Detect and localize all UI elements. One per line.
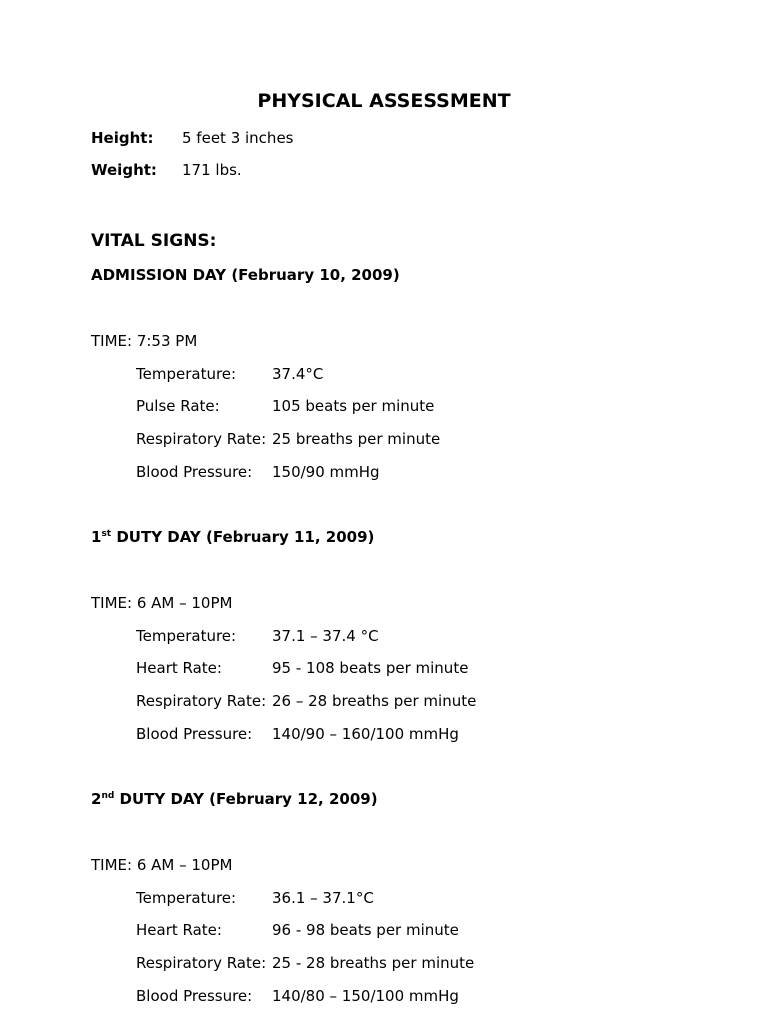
height-value: 5 feet 3 inches [182,129,294,147]
vital-value: 26 – 28 breaths per minute [272,692,477,710]
vital-signs-heading: VITAL SIGNS: [91,231,217,251]
vital-value: 37.4°C [272,365,324,383]
first-day-heart-rate-row [136,658,468,678]
vital-label: Respiratory Rate: [136,692,267,710]
vital-label: Blood Pressure: [136,463,253,481]
vital-label: Temperature: [136,365,237,383]
second-duty-day-time: TIME: 6 AM – 10PM [91,856,233,874]
first-day-temperature-row [136,626,379,646]
vital-value: 36.1 – 37.1°C [272,889,374,907]
vital-label: Respiratory Rate: [136,430,267,448]
admission-pulse-row [136,396,434,416]
admission-temperature-row [136,364,323,384]
admission-day-time: TIME: 7:53 PM [91,332,198,350]
weight-row [91,160,242,180]
weight-value: 171 lbs. [182,161,242,179]
page-title: PHYSICAL ASSESSMENT [257,90,511,112]
heading-number: 2 [91,790,102,808]
vital-value: 95 - 108 beats per minute [272,659,469,677]
vital-label: Blood Pressure: [136,725,253,743]
vital-label: Pulse Rate: [136,397,220,415]
first-duty-day-heading [91,527,374,547]
heading-ordinal: st [101,529,112,539]
vital-label: Respiratory Rate: [136,954,267,972]
second-day-temperature-row [136,888,374,908]
vital-value: 37.1 – 37.4 °C [272,627,379,645]
second-day-respiratory-row [136,953,474,973]
weight-label: Weight: [91,161,157,179]
heading-number: 1 [91,528,102,546]
first-duty-day-time: TIME: 6 AM – 10PM [91,594,233,612]
vital-value: 105 beats per minute [272,397,435,415]
vital-label: Temperature: [136,627,237,645]
second-day-blood-pressure-row [136,986,459,1006]
first-day-blood-pressure-row [136,724,459,744]
first-day-respiratory-row [136,691,476,711]
second-duty-day-heading [91,789,378,809]
height-row [91,128,293,148]
admission-blood-pressure-row [136,462,380,482]
vital-value: 140/80 – 150/100 mmHg [272,987,459,1005]
second-day-heart-rate-row [136,920,459,940]
admission-day-heading: ADMISSION DAY (February 10, 2009) [91,266,400,284]
vital-value: 140/90 – 160/100 mmHg [272,725,459,743]
heading-ordinal: nd [101,791,115,801]
admission-respiratory-row [136,429,440,449]
vital-label: Temperature: [136,889,237,907]
vital-label: Heart Rate: [136,921,222,939]
vital-value: 25 breaths per minute [272,430,441,448]
vital-value: 25 - 28 breaths per minute [272,954,475,972]
vital-value: 96 - 98 beats per minute [272,921,459,939]
heading-text: DUTY DAY (February 11, 2009) [111,528,375,546]
vital-label: Blood Pressure: [136,987,253,1005]
vital-label: Heart Rate: [136,659,222,677]
height-label: Height: [91,129,154,147]
vital-value: 150/90 mmHg [272,463,380,481]
heading-text: DUTY DAY (February 12, 2009) [114,790,378,808]
